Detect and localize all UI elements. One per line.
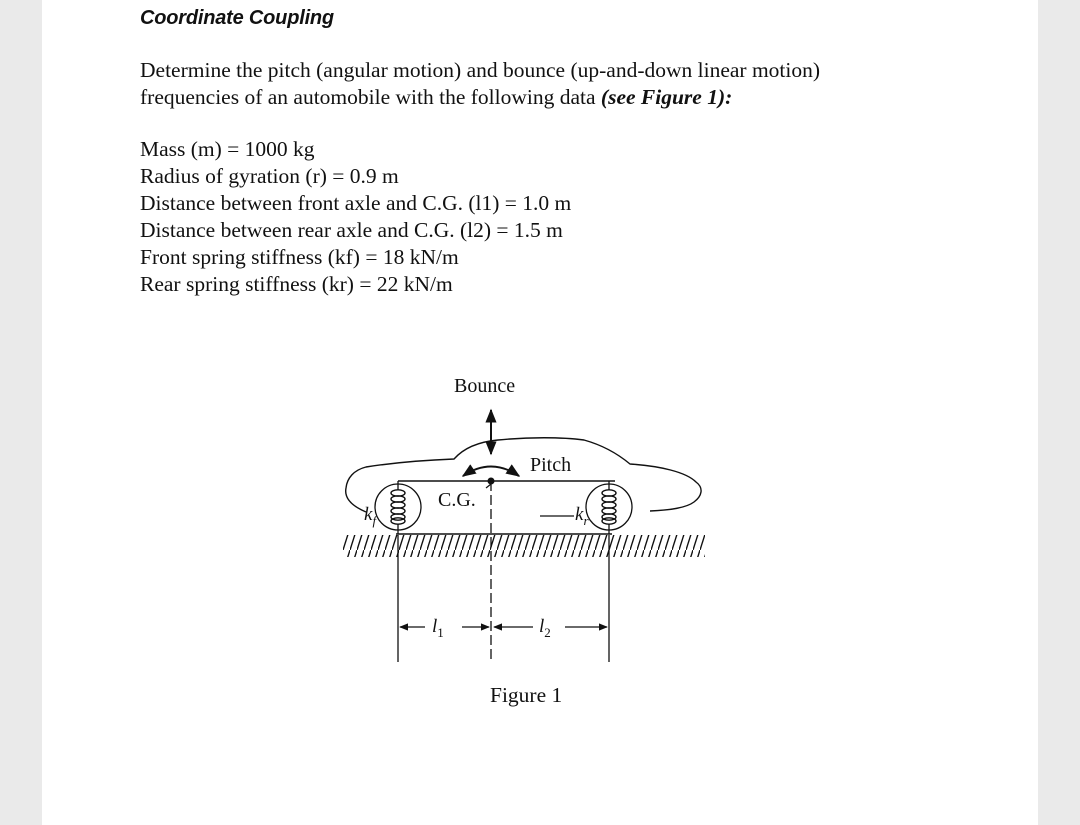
l1-main: l [432,616,438,637]
pitch-arrow [463,467,519,477]
l2-main: l [539,616,545,637]
figure-reference: (see Figure 1): [600,85,733,109]
figure-caption: Figure 1 [490,683,563,707]
l1-label [432,616,444,640]
front-spring-coil [391,481,405,534]
section-heading: Coordinate Coupling [140,7,334,29]
data-line-rear-stiffness: Rear spring stiffness (kr) = 22 kN/m [140,272,453,296]
l2-label [539,616,551,640]
rear-spring-coil [602,481,616,534]
cg-point [488,478,495,485]
pitch-label: Pitch [530,454,572,476]
problem-text: Determine the pitch (angular motion) and bounce (up-and-down linear motion) frequencies of an automobile with the following data [140,58,821,109]
kr-subscript: r [583,513,589,528]
data-line-front-stiffness: Front spring stiffness (kf) = 18 kN/m [140,245,459,269]
cg-label: C.G. [438,489,476,511]
l1-subscript: 1 [437,625,444,640]
data-line-front-distance: Distance between front axle and C.G. (l1) = 1.0 m [140,191,572,215]
kf-subscript: f [372,513,377,528]
cg-leader-line [486,484,491,488]
data-line-rear-distance: Distance between rear axle and C.G. (l2) = 1.5 m [140,218,563,242]
ground-hatch [343,535,705,557]
rear-wheel-outline [586,484,632,530]
car-body-outline [346,438,701,512]
l2-subscript: 2 [544,625,551,640]
kr-main: k [575,504,584,525]
kf-main: k [364,504,373,525]
front-wheel-outline [375,484,421,530]
kr-label [575,504,589,528]
data-line-radius-of-gyration: Radius of gyration (r) = 0.9 m [140,164,399,188]
data-line-mass: Mass (m) = 1000 kg [140,137,315,161]
bounce-label: Bounce [454,375,516,397]
